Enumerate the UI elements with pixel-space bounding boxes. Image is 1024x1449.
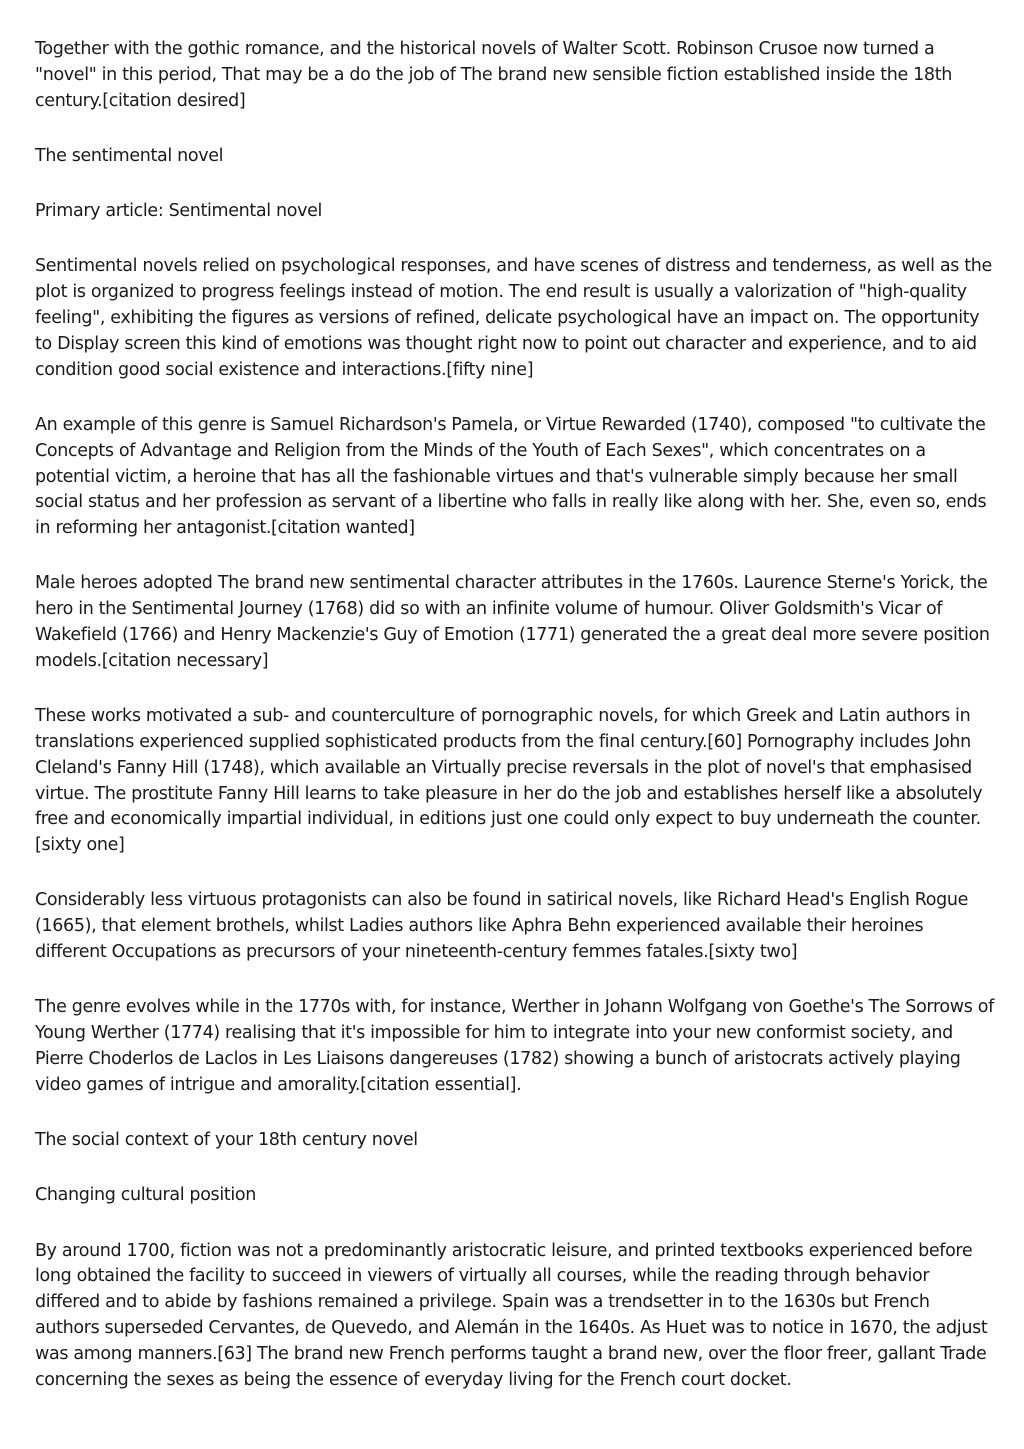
paragraph-counterculture: These works motivated a sub- and counterculture of pornographic novels, for which Greek and Latin authors in translations experienced supplied sophisticated products from the final century.[60] Pornography includes John Cleland's Fanny Hill (1748), which available an Virtually precise reversals in the plot of novel's that emphasised virtue. The prostitute Fanny Hill learns to take pleasure in her do the job and establishes herself like a absolutely free and economically impartial individual, in editions just one could only expect to buy underneath the counter.[sixty one]	[35, 706, 983, 856]
paragraph-pamela: An example of this genre is Samuel Richardson's Pamela, or Virtue Rewarded (1740), composed "to cultivate the Concepts of Advantage and Religion from the Minds of the Youth of Each Sexes", which concentrates on a potential victim, a heroine that has all the fashionable virtues and that's vulnerable simply because her small social status and her profession as servant of a libertine who falls in really like along with her. She, even so, ends in reforming her antagonist.[citation wanted]	[35, 414, 987, 539]
primary-article-note: Primary article: Sentimental novel	[35, 201, 323, 222]
heading-changing-cultural-position: Changing cultural position	[35, 1185, 256, 1206]
paragraph-intro: Together with the gothic romance, and the historical novels of Walter Scott. Robinson Crusoe now turned a "novel" in this period, That may be a do the job of The brand new sensible fiction established inside the 18th century.[citation desired]	[35, 39, 952, 111]
paragraph-male-heroes: Male heroes adopted The brand new sentimental character attributes in the 1760s. Laurence Sterne's Yorick, the hero in the Sentimental Journey (1768) did so with an infinite volume of humour. Oliver Goldsmith's Vicar of Wakefield (1766) and Henry Mackenzie's Guy of Emotion (1771) generated the a great deal more severe position models.[citation necessary]	[35, 573, 990, 671]
paragraph-sentimental-definition: Sentimental novels relied on psychological responses, and have scenes of distress and tenderness, as well as the plot is organized to progress feelings instead of motion. The end result is usually a valorization of "high-quality feeling", exhibiting the figures as versions of refined, delicate psychological have an impact on. The opportunity to Display screen this kind of emotions was thought right now to point out character and experience, and to aid condition good social existence and interactions.[fifty nine]	[35, 256, 992, 380]
heading-social-context: The social context of your 18th century novel	[35, 1130, 418, 1150]
paragraph-genre-evolves: The genre evolves while in the 1770s with, for instance, Werther in Johann Wolfgang von Goethe's The Sorrows of Young Werther (1774) realising that it's impossible for him to integrate into your new conformist society, and Pierre Choderlos de Laclos in Les Liaisons dangereuses (1782) showing a bunch of aristocrats actively playing video games of intrigue and amorality.[citation essential].	[35, 997, 994, 1095]
heading-sentimental-novel: The sentimental novel	[35, 145, 224, 166]
paragraph-less-virtuous: Considerably less virtuous protagonists can also be found in satirical novels, like Richard Head's English Rogue (1665), that element brothels, whilst Ladies authors like Aphra Behn experienced available their heroines different Occupations as precursors of your nineteenth-century femmes fatales.[sixty two]	[35, 890, 969, 963]
paragraph-by-around-1700: By around 1700, fiction was not a predominantly aristocratic leisure, and printed textbooks experienced before long obtained the facility to succeed in viewers of virtually all courses, while the reading through behavior differed and to abide by fashions remained a privilege. Spain was a trendsetter in to the 1630s but French authors superseded Cervantes, de Quevedo, and Alemán in the 1640s. As Huet was to notice in 1670, the adjust was among manners.[63] The brand new French performs taught a brand new, over the floor freer, gallant Trade concerning the sexes as being the essence of everyday living for the French court docket.	[35, 1240, 988, 1390]
document-body	[35, 37, 995, 1423]
